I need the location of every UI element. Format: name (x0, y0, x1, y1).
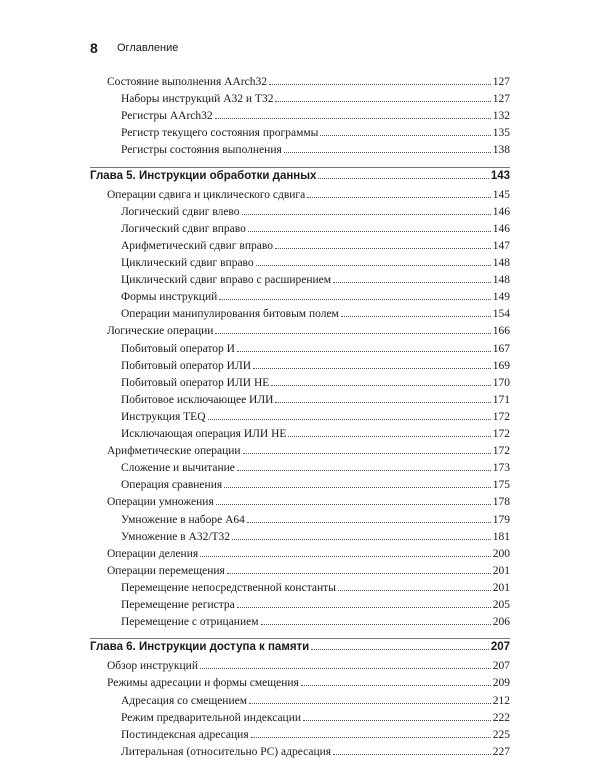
toc-entry-title: Арифметический сдвиг вправо (121, 239, 273, 252)
toc-entry-page: 209 (492, 677, 510, 690)
toc-entry-title: Побитовый оператор ИЛИ НЕ (121, 376, 270, 389)
page-number: 8 (90, 40, 98, 56)
toc-entry-title: Инструкция TEQ (121, 410, 206, 423)
toc-entry-page: 172 (492, 445, 510, 458)
toc-entry (121, 479, 510, 496)
toc-entry-page: 200 (492, 547, 510, 560)
toc-entry-title: Литеральная (относительно PC) адресация (121, 745, 332, 758)
dot-leader (333, 282, 491, 283)
dot-leader (224, 487, 491, 488)
toc-entry-page: 132 (492, 110, 510, 123)
dot-leader (237, 351, 491, 352)
dot-leader (215, 333, 490, 334)
toc-entry-page: 201 (492, 581, 510, 594)
toc-entry-page: 145 (492, 188, 510, 201)
toc-entry-title: Операции умножения (107, 496, 214, 509)
toc-entry (121, 729, 510, 746)
toc-entry-title: Глава 5. Инструкции обработки данных (90, 169, 317, 182)
toc-entry-title: Циклический сдвиг вправо с расширением (121, 274, 332, 287)
toc-entry-page: 127 (492, 76, 510, 88)
toc-entry-page: 206 (492, 616, 510, 629)
dot-leader (227, 573, 491, 574)
dot-leader (341, 316, 491, 317)
toc-entry-page: 127 (492, 93, 510, 106)
dot-leader (261, 624, 491, 625)
toc-entry-title: Режимы адресации и формы смещения (107, 677, 299, 690)
toc-entry (121, 308, 510, 325)
toc-entry (121, 746, 510, 763)
toc-entry (121, 599, 510, 616)
toc-entry-page: 167 (492, 342, 510, 355)
toc-entry-page: 146 (492, 222, 510, 235)
dot-leader (288, 436, 490, 437)
toc-entry-page: 171 (492, 393, 510, 406)
toc-entry-title: Побитовый оператор И (121, 342, 235, 355)
toc-entry (121, 462, 510, 479)
dot-leader (216, 504, 491, 505)
toc-entry-title: Операция сравнения (121, 479, 223, 492)
toc-entry-title: Логические операции (107, 325, 214, 338)
toc-entry-title: Постиндексная адресация (121, 728, 249, 741)
chapter-rule (90, 638, 510, 639)
dot-leader (333, 754, 491, 755)
toc-entry (107, 548, 510, 565)
dot-leader (200, 668, 491, 669)
dot-leader (269, 84, 491, 85)
toc-entry-title: Исключающая операция ИЛИ НЕ (121, 428, 287, 440)
toc-entry-title: Арифметические операции (107, 445, 241, 458)
toc-entry (107, 660, 510, 677)
dot-leader (275, 402, 490, 403)
toc-entry-title: Умножение в A32/T32 (121, 530, 231, 543)
chapter-rule (90, 167, 510, 168)
toc-entry-page: 212 (492, 694, 510, 707)
toc-entry-page: 207 (490, 641, 510, 654)
dot-leader (237, 607, 491, 608)
dot-leader (256, 265, 491, 266)
toc-entry-title: Побитовый оператор ИЛИ (121, 359, 252, 372)
dot-leader (208, 419, 491, 420)
dot-leader (242, 214, 491, 215)
toc-entry (121, 377, 510, 394)
toc-entry (121, 428, 510, 445)
toc-entry (121, 110, 510, 127)
toc-entry-title: Логический сдвиг влево (121, 205, 240, 218)
dot-leader (248, 231, 491, 232)
toc-entry (121, 695, 510, 712)
toc-entry-title: Глава 6. Инструкции доступа к памяти (90, 641, 310, 654)
dot-leader (271, 385, 490, 386)
toc-entry (121, 360, 510, 377)
toc-entry-title: Операции манипулирования битовым полем (121, 308, 339, 321)
toc-entry-page: 135 (492, 127, 510, 140)
toc-entry-page: 146 (492, 205, 510, 218)
toc-entry-page: 172 (492, 410, 510, 423)
toc-entry (121, 514, 510, 531)
toc-entry (121, 223, 510, 240)
toc-entry-title: Формы инструкций (121, 291, 218, 304)
dot-leader (232, 539, 491, 540)
dot-leader (318, 178, 488, 179)
toc-entry-title: Состояние выполнения AArch32 (107, 76, 267, 88)
toc-entry-page: 154 (492, 308, 510, 321)
toc-entry-page: 205 (492, 599, 510, 611)
toc-entry (107, 496, 510, 513)
dot-leader (284, 152, 491, 153)
toc-entry-page: 143 (490, 169, 510, 182)
toc-entry-title: Адресация со смещением (121, 694, 247, 707)
toc-entry-title: Наборы инструкций A32 и T32 (121, 93, 274, 106)
dot-leader (320, 135, 490, 136)
toc-entry (121, 394, 510, 411)
toc-entry-title: Сложение и вычитание (121, 462, 235, 475)
toc-entry-title: Перемещение непосредственной константы (121, 581, 336, 594)
toc-entry (121, 93, 510, 110)
toc-entry (121, 616, 510, 633)
dot-leader (303, 720, 491, 721)
dot-leader (275, 248, 491, 249)
toc-entry-page: 166 (492, 325, 510, 338)
dot-leader (249, 703, 491, 704)
toc-entry (121, 257, 510, 274)
toc-entry (121, 411, 510, 428)
toc-entry-title: Операции перемещения (107, 564, 225, 577)
toc-entry-page: 173 (492, 462, 510, 475)
toc-entry-title: Операции деления (107, 547, 199, 560)
toc-entry (107, 677, 510, 694)
toc-entry-page: 178 (492, 496, 510, 509)
toc-entry-page: 175 (492, 479, 510, 492)
dot-leader (338, 590, 491, 591)
dot-leader (243, 453, 491, 454)
toc-entry-page: 181 (492, 530, 510, 543)
toc-entry-title: Перемещение регистра (121, 599, 235, 611)
dot-leader (237, 470, 491, 471)
toc-entry-title: Регистры AArch32 (121, 110, 213, 123)
toc-entry-page: 227 (492, 745, 510, 758)
toc-entry (121, 712, 510, 729)
toc-entry (121, 206, 510, 223)
toc-entry-page: 169 (492, 359, 510, 372)
toc-entry-page: 201 (492, 564, 510, 577)
running-title: Оглавление (117, 42, 179, 54)
toc-entry-page: 170 (492, 376, 510, 389)
toc-entry-title: Побитовое исключающее ИЛИ (121, 393, 274, 406)
dot-leader (247, 522, 491, 523)
dot-leader (307, 197, 490, 198)
toc-entry (107, 76, 510, 93)
toc-entry (107, 325, 510, 342)
dot-leader (251, 737, 491, 738)
toc-entry-page: 138 (492, 144, 510, 157)
toc-entry (107, 565, 510, 582)
toc-entry (121, 274, 510, 291)
toc-chapter-entry (90, 641, 510, 658)
toc-entry (121, 582, 510, 599)
toc-entry-page: 179 (492, 513, 510, 526)
toc-entry (121, 291, 510, 308)
toc-entry-page: 147 (492, 239, 510, 252)
toc-entry-page: 149 (492, 291, 510, 304)
toc-entry-page: 148 (492, 274, 510, 287)
toc-entry-title: Регистр текущего состояния программы (121, 127, 319, 140)
toc-entry-page: 172 (492, 428, 510, 440)
dot-leader (253, 368, 491, 369)
toc-entry (107, 445, 510, 462)
toc-entry-title: Операции сдвига и циклического сдвига (107, 188, 306, 201)
toc-entry-title: Регистры состояния выполнения (121, 144, 282, 157)
toc-entry (121, 343, 510, 360)
toc-entry-title: Обзор инструкций (107, 660, 198, 673)
dot-leader (301, 685, 491, 686)
toc-entry (121, 144, 510, 161)
toc-entry (121, 240, 510, 257)
dot-leader (219, 299, 490, 300)
toc-entry-page: 207 (492, 660, 510, 673)
toc-entry-title: Циклический сдвиг вправо (121, 257, 254, 269)
toc-entry (107, 189, 510, 206)
toc-entry (121, 127, 510, 144)
dot-leader (275, 101, 490, 102)
toc-entry-title: Логический сдвиг вправо (121, 222, 246, 235)
toc-entry-page: 148 (492, 257, 510, 269)
dot-leader (200, 556, 491, 557)
toc-entry-title: Режим предварительной индексации (121, 711, 302, 724)
toc-entry-title: Умножение в наборе A64 (121, 513, 245, 526)
toc-chapter-entry (90, 170, 510, 187)
toc-entry-page: 222 (492, 711, 510, 724)
toc-entry (121, 531, 510, 548)
toc-entry-page: 225 (492, 728, 510, 741)
dot-leader (215, 118, 491, 119)
dot-leader (311, 649, 489, 650)
toc-entry-title: Перемещение с отрицанием (121, 616, 259, 629)
